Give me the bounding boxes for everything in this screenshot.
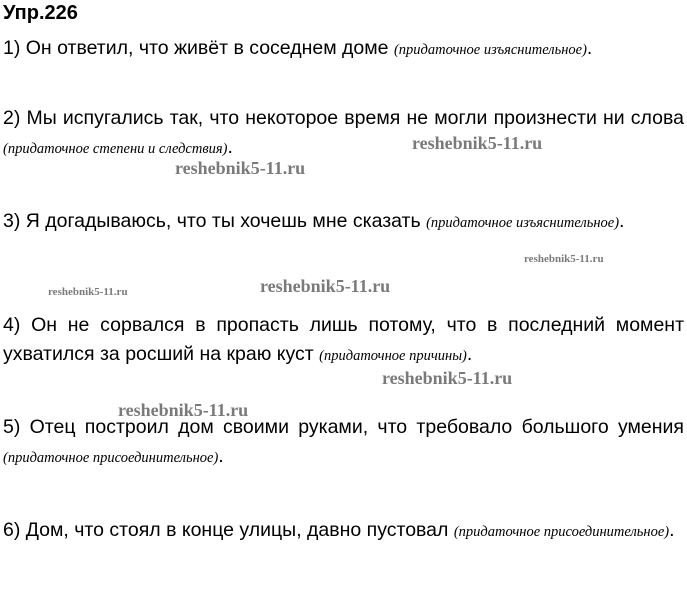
sentence-text: 1) Он ответил, что живёт в соседнем доме — [3, 37, 389, 59]
sentence-6 — [3, 516, 684, 547]
sentence-note: (придаточное изъяснительное) — [426, 215, 620, 231]
sentence-note: (придаточное причины) — [319, 348, 467, 364]
sentence-end: . — [586, 37, 593, 59]
sentence-note: (придаточное присоединительное) — [3, 450, 219, 466]
watermark: reshebnik5-11.ru — [524, 253, 604, 265]
sentence-end: . — [619, 210, 625, 232]
sentence-2 — [3, 104, 684, 164]
sentence-3 — [3, 207, 684, 238]
sentence-end: . — [218, 445, 224, 467]
watermark: reshebnik5-11.ru — [48, 286, 128, 298]
watermark: reshebnik5-11.ru — [118, 400, 249, 420]
watermark: reshebnik5-11.ru — [175, 158, 306, 178]
sentence-note: (придаточное изъяснительное) — [393, 42, 587, 58]
sentence-note: (придаточное присоединительное) — [453, 524, 670, 540]
sentence-4 — [3, 311, 684, 371]
watermark: reshebnik5-11.ru — [412, 133, 543, 153]
sentence-end: . — [669, 519, 675, 541]
sentence-1 — [3, 34, 684, 65]
sentence-text: 6) Дом, что стоял в конце улицы, давно пустовал — [3, 519, 449, 541]
sentence-text: 5) Отец построил дом своими руками, что требовало большого умения — [3, 416, 684, 438]
exercise-title: Упр.226 — [3, 2, 78, 24]
sentence-end: . — [466, 343, 473, 365]
sentence-5 — [3, 413, 684, 473]
watermark: reshebnik5-11.ru — [382, 368, 513, 388]
sentence-text: 4) Он не сорвался в пропасть лишь потому, что в последний момент ухватился за росший на краю куст — [3, 314, 684, 365]
sentence-text: 2) Мы испугались так, что некоторое время не могли произнести ни слова — [3, 107, 684, 129]
sentence-text: 3) Я догадываюсь, что ты хочешь мне сказать — [3, 210, 421, 232]
sentence-end: . — [227, 136, 233, 158]
sentence-note: (придаточное степени и следствия) — [3, 141, 228, 157]
watermark: reshebnik5-11.ru — [260, 276, 391, 296]
